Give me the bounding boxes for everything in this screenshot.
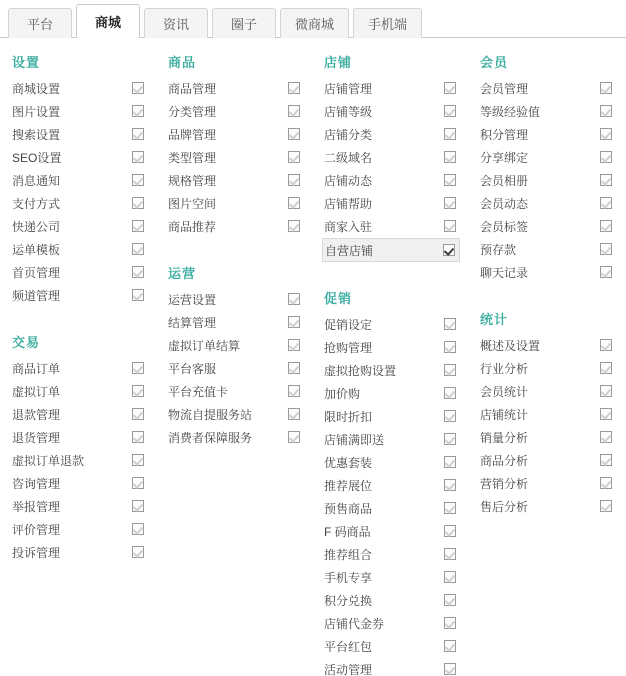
group xyxy=(322,48,460,262)
permission-item[interactable] xyxy=(322,566,460,588)
permission-item-label: 优惠套装 xyxy=(324,455,373,470)
permission-item-label: 运营设置 xyxy=(168,292,217,307)
checkbox-icon[interactable] xyxy=(132,362,144,374)
checkbox-icon[interactable] xyxy=(600,408,612,420)
permission-item[interactable] xyxy=(10,495,148,517)
permission-item-label: 分享绑定 xyxy=(480,150,529,165)
permission-item[interactable] xyxy=(478,100,616,122)
permission-item-label: 营销分析 xyxy=(480,476,529,491)
group-title: 运营 xyxy=(168,266,197,281)
permission-item[interactable] xyxy=(10,100,148,122)
permission-item[interactable] xyxy=(322,589,460,611)
checkbox-icon[interactable] xyxy=(444,318,456,330)
tab-label: 微商城 xyxy=(295,17,335,32)
permission-item[interactable] xyxy=(166,288,304,310)
permission-item[interactable] xyxy=(10,284,148,306)
permission-item[interactable] xyxy=(166,357,304,379)
permission-item-label: 预售商品 xyxy=(324,501,373,516)
permission-item[interactable] xyxy=(10,123,148,145)
checkbox-icon[interactable] xyxy=(600,197,612,209)
checkbox-icon[interactable] xyxy=(444,548,456,560)
permission-item-label: 加价购 xyxy=(324,386,361,401)
permission-item[interactable] xyxy=(478,357,616,379)
permission-item-label: 预存款 xyxy=(480,242,517,257)
checkbox-icon[interactable] xyxy=(288,385,300,397)
permission-item-label: 店铺等级 xyxy=(324,104,373,119)
permission-item[interactable] xyxy=(478,261,616,283)
permission-item[interactable] xyxy=(322,543,460,565)
permission-item[interactable] xyxy=(322,215,460,237)
group xyxy=(166,48,304,237)
checkbox-icon[interactable] xyxy=(132,523,144,535)
permission-item[interactable] xyxy=(10,518,148,540)
checkbox-icon[interactable] xyxy=(444,571,456,583)
permission-item-label: 搜索设置 xyxy=(12,127,61,142)
permission-item-label: 推荐组合 xyxy=(324,547,373,562)
checkbox-icon[interactable] xyxy=(132,266,144,278)
checkbox-icon[interactable] xyxy=(600,454,612,466)
checkbox-icon[interactable] xyxy=(444,433,456,445)
checkbox-icon[interactable] xyxy=(444,341,456,353)
checkbox-icon[interactable] xyxy=(600,431,612,443)
checkbox-icon[interactable] xyxy=(288,431,300,443)
checkbox-icon[interactable] xyxy=(444,197,456,209)
permission-item-label: 咨询管理 xyxy=(12,476,61,491)
permission-item-label: 虚拟订单退款 xyxy=(12,453,85,468)
permission-item-label: 虚拟订单结算 xyxy=(168,338,241,353)
column-2 xyxy=(312,48,468,676)
permission-item[interactable] xyxy=(322,451,460,473)
checkbox-icon[interactable] xyxy=(600,151,612,163)
permission-item[interactable] xyxy=(322,405,460,427)
permission-item[interactable] xyxy=(166,169,304,191)
checkbox-icon[interactable] xyxy=(600,243,612,255)
checkbox-icon[interactable] xyxy=(132,220,144,232)
checkbox-icon[interactable] xyxy=(443,244,455,256)
permission-item[interactable] xyxy=(322,382,460,404)
checkbox-icon[interactable] xyxy=(288,174,300,186)
permission-item[interactable] xyxy=(322,635,460,657)
permission-item-label: 店铺帮助 xyxy=(324,196,373,211)
checkbox-icon[interactable] xyxy=(288,197,300,209)
tab-label: 资讯 xyxy=(162,17,189,32)
permission-item-label: 虚拟订单 xyxy=(12,384,61,399)
tab-label: 圈子 xyxy=(230,17,257,32)
permission-item-label: 行业分析 xyxy=(480,361,529,376)
checkbox-icon[interactable] xyxy=(600,174,612,186)
group-title: 店铺 xyxy=(324,55,353,70)
permission-item-label: 限时折扣 xyxy=(324,409,373,424)
checkbox-icon[interactable] xyxy=(132,289,144,301)
checkbox-icon[interactable] xyxy=(444,410,456,422)
checkbox-icon[interactable] xyxy=(132,431,144,443)
permission-item-label: 消息通知 xyxy=(12,173,61,188)
permission-item-label: 概述及设置 xyxy=(480,338,541,353)
permission-item-label: 图片设置 xyxy=(12,104,61,119)
group xyxy=(10,328,148,563)
checkbox-icon[interactable] xyxy=(132,128,144,140)
checkbox-icon[interactable] xyxy=(600,105,612,117)
group xyxy=(478,48,616,283)
permission-item[interactable] xyxy=(166,192,304,214)
checkbox-icon[interactable] xyxy=(444,105,456,117)
permission-item-label: 商品管理 xyxy=(168,81,217,96)
permission-item[interactable] xyxy=(322,612,460,634)
permission-item[interactable] xyxy=(478,403,616,425)
permission-item-label: 会员管理 xyxy=(480,81,529,96)
checkbox-icon[interactable] xyxy=(444,617,456,629)
permission-item-label: 商家入驻 xyxy=(324,219,373,234)
permission-item-label: 频道管理 xyxy=(12,288,61,303)
group-title: 促销 xyxy=(324,291,353,306)
group-title: 统计 xyxy=(480,312,509,327)
permission-item-label: 平台充值卡 xyxy=(168,384,229,399)
permission-item-label: 商品推荐 xyxy=(168,219,217,234)
checkbox-icon[interactable] xyxy=(444,663,456,675)
permission-item[interactable] xyxy=(322,313,460,335)
checkbox-icon[interactable] xyxy=(132,82,144,94)
permission-item[interactable] xyxy=(10,380,148,402)
permission-item-label: 规格管理 xyxy=(168,173,217,188)
permission-item[interactable] xyxy=(478,169,616,191)
permission-item-label: 平台客服 xyxy=(168,361,217,376)
tab-bar xyxy=(0,0,626,38)
permission-item-label: 商城设置 xyxy=(12,81,61,96)
checkbox-icon[interactable] xyxy=(132,243,144,255)
checkbox-icon[interactable] xyxy=(444,220,456,232)
permission-item-label: 快递公司 xyxy=(12,219,61,234)
checkbox-icon[interactable] xyxy=(444,479,456,491)
permission-item[interactable] xyxy=(10,472,148,494)
tab-3[interactable] xyxy=(212,8,276,38)
checkbox-icon[interactable] xyxy=(600,82,612,94)
permission-item-label: 退货管理 xyxy=(12,430,61,445)
checkbox-icon[interactable] xyxy=(132,500,144,512)
permission-item[interactable] xyxy=(478,426,616,448)
checkbox-icon[interactable] xyxy=(132,197,144,209)
permission-item-label: 会员标签 xyxy=(480,219,529,234)
permission-item-label: 积分管理 xyxy=(480,127,529,142)
permission-item[interactable] xyxy=(478,123,616,145)
permission-item[interactable] xyxy=(10,541,148,563)
permission-item[interactable] xyxy=(478,215,616,237)
permission-item-label: 会员动态 xyxy=(480,196,529,211)
column-0 xyxy=(0,48,156,676)
permission-item[interactable] xyxy=(322,336,460,358)
checkbox-icon[interactable] xyxy=(288,339,300,351)
permission-item-label: 运单模板 xyxy=(12,242,61,257)
permission-item-label: 积分兑换 xyxy=(324,593,373,608)
permission-item[interactable] xyxy=(166,380,304,402)
permission-item-label: 推荐展位 xyxy=(324,478,373,493)
permission-item[interactable] xyxy=(166,146,304,168)
permission-item-label: 销量分析 xyxy=(480,430,529,445)
tab-5[interactable] xyxy=(353,8,422,38)
permission-item[interactable] xyxy=(10,215,148,237)
permission-item[interactable] xyxy=(322,77,460,99)
permission-item-label: 举报管理 xyxy=(12,499,61,514)
permission-item-label: 店铺满即送 xyxy=(324,432,385,447)
checkbox-icon[interactable] xyxy=(288,128,300,140)
permission-item[interactable] xyxy=(322,658,460,676)
group xyxy=(10,48,148,306)
permission-item[interactable] xyxy=(322,192,460,214)
permission-item-label: 商品分析 xyxy=(480,453,529,468)
permission-item-label: 虚拟抢购设置 xyxy=(324,363,397,378)
permission-item[interactable] xyxy=(322,474,460,496)
permission-item-label: 会员相册 xyxy=(480,173,529,188)
permission-item-label: 分类管理 xyxy=(168,104,217,119)
checkbox-icon[interactable] xyxy=(444,640,456,652)
column-3 xyxy=(468,48,624,676)
checkbox-icon[interactable] xyxy=(444,151,456,163)
checkbox-icon[interactable] xyxy=(132,174,144,186)
permission-item[interactable] xyxy=(10,146,148,168)
permission-item-label: 等级经验值 xyxy=(480,104,541,119)
permission-item[interactable] xyxy=(322,146,460,168)
permission-item[interactable] xyxy=(10,403,148,425)
checkbox-icon[interactable] xyxy=(444,174,456,186)
checkbox-icon[interactable] xyxy=(444,128,456,140)
checkbox-icon[interactable] xyxy=(444,82,456,94)
tab-label: 平台 xyxy=(26,17,53,32)
checkbox-icon[interactable] xyxy=(288,362,300,374)
group-title: 商品 xyxy=(168,55,197,70)
tab-4[interactable] xyxy=(280,8,349,38)
permission-item[interactable] xyxy=(166,311,304,333)
permission-item[interactable] xyxy=(166,123,304,145)
permission-item[interactable] xyxy=(10,449,148,471)
permission-item-label: 二级域名 xyxy=(324,150,373,165)
permission-item[interactable] xyxy=(10,77,148,99)
checkbox-icon[interactable] xyxy=(444,456,456,468)
permission-item[interactable] xyxy=(10,169,148,191)
permission-item-label: F 码商品 xyxy=(324,524,371,539)
checkbox-icon[interactable] xyxy=(288,408,300,420)
checkbox-icon[interactable] xyxy=(600,128,612,140)
permission-item[interactable] xyxy=(10,238,148,260)
permission-item[interactable] xyxy=(166,426,304,448)
permission-item[interactable] xyxy=(166,403,304,425)
permission-item[interactable] xyxy=(166,215,304,237)
permission-item-label: 品牌管理 xyxy=(168,127,217,142)
group-title: 会员 xyxy=(480,55,509,70)
column-1 xyxy=(156,48,312,676)
checkbox-icon[interactable] xyxy=(288,293,300,305)
permission-item[interactable] xyxy=(478,77,616,99)
permission-item-label: 促销设定 xyxy=(324,317,373,332)
checkbox-icon[interactable] xyxy=(132,408,144,420)
checkbox-icon[interactable] xyxy=(288,151,300,163)
checkbox-icon[interactable] xyxy=(132,454,144,466)
permission-item[interactable] xyxy=(478,192,616,214)
permission-item[interactable] xyxy=(322,359,460,381)
permission-item-label: 店铺管理 xyxy=(324,81,373,96)
permission-item-label: 图片空间 xyxy=(168,196,217,211)
permission-item[interactable] xyxy=(10,261,148,283)
checkbox-icon[interactable] xyxy=(444,525,456,537)
permission-item-label: 平台红包 xyxy=(324,639,373,654)
tab-label: 手机端 xyxy=(368,17,408,32)
checkbox-icon[interactable] xyxy=(600,266,612,278)
permission-item-label: 聊天记录 xyxy=(480,265,529,280)
permission-item[interactable] xyxy=(10,192,148,214)
group xyxy=(166,259,304,448)
permission-item[interactable] xyxy=(478,472,616,494)
tab-0[interactable] xyxy=(8,8,72,38)
permission-item[interactable] xyxy=(478,495,616,517)
checkbox-icon[interactable] xyxy=(600,339,612,351)
permission-item-label: 店铺统计 xyxy=(480,407,529,422)
permission-item-label: 店铺动态 xyxy=(324,173,373,188)
permission-item-label: 会员统计 xyxy=(480,384,529,399)
permission-item-label: 物流自提服务站 xyxy=(168,407,253,422)
checkbox-icon[interactable] xyxy=(288,316,300,328)
group xyxy=(478,305,616,517)
permission-item-label: 抢购管理 xyxy=(324,340,373,355)
checkbox-icon[interactable] xyxy=(600,385,612,397)
checkbox-icon[interactable] xyxy=(132,546,144,558)
permission-item[interactable] xyxy=(478,238,616,260)
permission-item[interactable] xyxy=(478,334,616,356)
permission-item[interactable] xyxy=(166,100,304,122)
permission-item[interactable] xyxy=(478,449,616,471)
permission-item-label: 结算管理 xyxy=(168,315,217,330)
permission-item-label: 首页管理 xyxy=(12,265,61,280)
tab-2[interactable] xyxy=(144,8,208,38)
permission-item[interactable] xyxy=(478,146,616,168)
permission-item-label: 活动管理 xyxy=(324,662,373,676)
group xyxy=(322,284,460,676)
permission-board xyxy=(0,38,626,676)
permission-item[interactable] xyxy=(322,428,460,450)
permission-item-label: 售后分析 xyxy=(480,499,529,514)
permission-item-label: 消费者保障服务 xyxy=(168,430,253,445)
tab-label: 商城 xyxy=(94,15,121,30)
permission-item-label: 支付方式 xyxy=(12,196,61,211)
permission-item[interactable] xyxy=(322,100,460,122)
permission-item[interactable] xyxy=(166,77,304,99)
permission-item-label: 退款管理 xyxy=(12,407,61,422)
permission-item-label: 店铺分类 xyxy=(324,127,373,142)
permission-item[interactable] xyxy=(322,169,460,191)
permission-item-label: SEO设置 xyxy=(12,150,62,165)
permission-item-label: 店铺代金券 xyxy=(324,616,385,631)
checkbox-icon[interactable] xyxy=(132,151,144,163)
checkbox-icon[interactable] xyxy=(444,502,456,514)
permission-item[interactable] xyxy=(322,238,460,262)
permission-item[interactable] xyxy=(478,380,616,402)
checkbox-icon[interactable] xyxy=(288,220,300,232)
permission-item[interactable] xyxy=(322,520,460,542)
checkbox-icon[interactable] xyxy=(444,364,456,376)
checkbox-icon[interactable] xyxy=(444,387,456,399)
permission-item[interactable] xyxy=(166,334,304,356)
checkbox-icon[interactable] xyxy=(288,82,300,94)
permission-item-label: 投诉管理 xyxy=(12,545,61,560)
permission-item[interactable] xyxy=(322,123,460,145)
checkbox-icon[interactable] xyxy=(444,594,456,606)
group-title: 设置 xyxy=(12,55,41,70)
checkbox-icon[interactable] xyxy=(132,477,144,489)
checkbox-icon[interactable] xyxy=(600,477,612,489)
permission-item[interactable] xyxy=(322,497,460,519)
checkbox-icon[interactable] xyxy=(132,385,144,397)
permission-item-label: 手机专享 xyxy=(324,570,373,585)
permission-item[interactable] xyxy=(10,426,148,448)
permission-item-label: 商品订单 xyxy=(12,361,61,376)
checkbox-icon[interactable] xyxy=(288,105,300,117)
checkbox-icon[interactable] xyxy=(600,220,612,232)
permission-item-label: 自营店铺 xyxy=(325,243,374,258)
permission-item-label: 评价管理 xyxy=(12,522,61,537)
group-title: 交易 xyxy=(12,335,41,350)
checkbox-icon[interactable] xyxy=(600,500,612,512)
tab-1[interactable] xyxy=(76,4,140,38)
permission-item[interactable] xyxy=(10,357,148,379)
checkbox-icon[interactable] xyxy=(600,362,612,374)
permission-item-label: 类型管理 xyxy=(168,150,217,165)
checkbox-icon[interactable] xyxy=(132,105,144,117)
